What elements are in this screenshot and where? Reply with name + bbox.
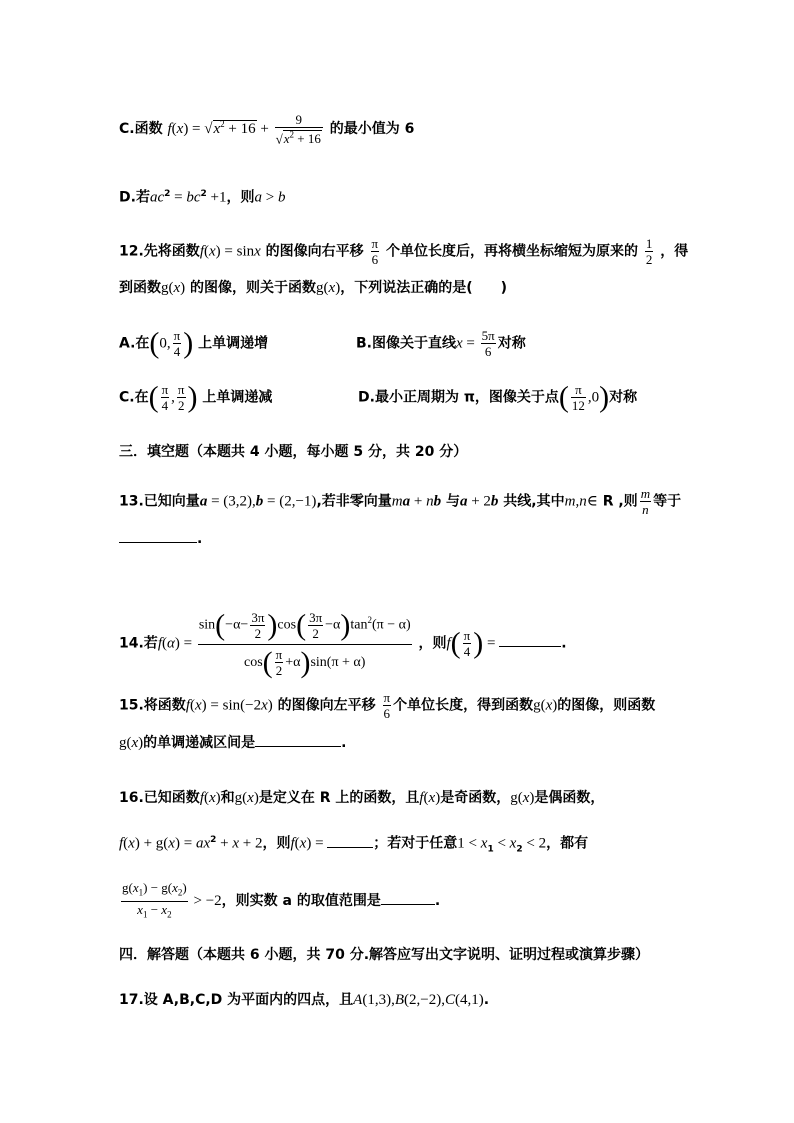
q12-text-e: 到函数 [119,280,161,296]
q12c-label: C.在 [119,389,149,406]
q12d-label: D.最小正周期为 π，图像关于点 [358,389,559,406]
section-3-heading: 三．填空题（本题共 4 小题，每小题 5 分，共 20 分） [119,444,468,460]
q16-text-g: ；若对于任意 [373,835,458,852]
q12-option-d: D.最小正周期为 π，图像关于点( $\frac{\pi}{12}$ ,0)对称 [358,380,638,414]
q16-text-b: 和 [220,790,235,806]
q12-text-b: 的图像向右平移 [265,243,364,260]
q12-line1: 12.先将函数f(x) = sinx 的图像向右平移 $\frac{\pi}{6}$ 个单位长度后，再将横坐标缩短为原来的 $\frac{1}{2}$ ，得 [119,236,689,267]
q11-option-d: D.若$ac^2 = bc^2 +1$，则a > b [119,189,286,206]
q14-line: 14.若f(α) = sin(−α− $\frac{3\pi}{2}$ )cos( $\frac{3\pi}{2}$ $-\alpha)\tan^2(\pi - \alpha)$ cos( $\frac{\pi}{2}$ +α)sin(π + α) ，则f( $\frac{\pi}{4}$ ) = . [119,604,567,683]
q12-text-a: 12.先将函数 [119,243,200,260]
q11c-numerator: 9 [295,112,302,127]
q12-text-g: ，下列说法正确的是( ) [340,280,508,296]
q12-text-d: ，得 [660,243,689,260]
q15-answer-blank[interactable] [255,732,341,747]
q14-then: ，则 [418,635,447,652]
q11d-label: D.若 [119,189,150,206]
q13-answer-line: . [119,528,202,549]
q17-text-a: 17.设 A,B,C,D 为平面内的四点，且 [119,992,354,1008]
q11d-mid: ，则 [226,189,255,206]
q16-text-a: 16.已知函数 [119,790,200,806]
q15-text-b: 的图像向左平移 [277,697,376,714]
q12c-tail: 上单调递减 [202,389,273,406]
q16-text-c: 是定义在 R 上的函数，且 [258,790,420,806]
q14-answer-blank[interactable] [499,632,561,647]
q12b-label: B.图像关于直线 [356,335,456,352]
q14-label: 14.若 [119,635,158,652]
q13-answer-blank[interactable] [119,528,197,543]
q15-text-a: 15.将函数 [119,697,186,714]
q16-answer-blank-1[interactable] [327,833,373,848]
q12-line2: 到函数g(x) 的图像，则关于函数g(x)，下列说法正确的是( ) [119,280,508,296]
q15-line1: 15.将函数f(x) = sin(−2x) 的图像向左平移 $\frac{\pi}{6}$ 个单位长度，得到函数g(x)的图像，则函数 [119,690,656,721]
q13-text-e: R ,则 [602,493,638,510]
q13-text-f: 等于 [653,493,682,510]
q12a-tail: 上单调递增 [198,335,269,352]
q16-text-i: ，则实数 a 的取值范围是 [221,893,381,910]
q11c-label: C.函数 [119,121,163,138]
q16-line3: $\frac{g(x_1) - g(x_2)}{x_1 - x_2}$ > −2，则实数 a 的取值范围是 . [119,880,440,922]
q16-text-h: ，都有 [546,835,589,852]
q13-text-d: 共线,其中 [503,493,565,510]
q16-answer-blank-2[interactable] [381,890,435,905]
q12a-label: A.在 [119,335,150,352]
q16-text-f: ，则 [262,835,291,852]
q16-text-d: 是奇函数， [440,790,511,806]
q13-text-c: 与 [445,493,460,510]
q15-text-d: 的图像，则函数 [557,697,656,714]
q12b-tail: 对称 [497,335,526,352]
q12-text-f: 的图像，则关于函数 [190,280,317,296]
q16-line2: $f(x) + g(x) = ax^2 + x + 2$，则f(x) = ；若对于任意$1 < x_1 < x_2 < 2$，都有 [119,830,588,859]
q11c-tail: 的最小值为 6 [329,121,415,138]
q12-option-a: A.在(0, $\frac{\pi}{4}$ ) 上单调递增 [119,326,269,360]
q15-text-e: 的单调递减区间是 [143,735,256,751]
q13-text-a: 13.已知向量 [119,493,200,510]
section-4-heading: 四．解答题（本题共 6 小题，共 70 分.解答应写出文字说明、证明过程或演算步骤） [119,947,650,963]
q12-option-c: C.在( $\frac{\pi}{4}$ , $\frac{\pi}{2}$ ) 上单调递减 [119,380,273,414]
q13-text-b: ,若非零向量 [316,493,392,510]
q17-line: 17.设 A,B,C,D 为平面内的四点，且A(1,3),B(2,−2),C(4,1). [119,992,490,1008]
q15-line2: g(x)的单调递减区间是 . [119,732,347,753]
q12d-tail: 对称 [609,389,638,406]
q15-text-c: 个单位长度，得到函数 [393,697,534,714]
q16-text-e: 是偶函数， [534,790,605,806]
q16-line1: 16.已知函数f(x)和g(x)是定义在 R 上的函数，且f(x)是奇函数，g(x)是偶函数， [119,790,605,806]
q12-option-b: B.图像关于直线x = $\frac{5\pi}{6}$ 对称 [356,328,526,359]
q12-text-c: 个单位长度后，再将横坐标缩短为原来的 [386,243,638,260]
q11-option-c: C.函数 $f(x) = √x^2 + 16$ + $\frac{9}{√x^2 + 16}$ 的最小值为 6 [119,112,415,147]
q13-line1: 13.已知向量a = (3,2),b = (2,−1),若非零向量ma + nb 与a + 2b 共线,其中m,n∈ R ,则 $\frac{m}{n}$ 等于 [119,486,682,517]
